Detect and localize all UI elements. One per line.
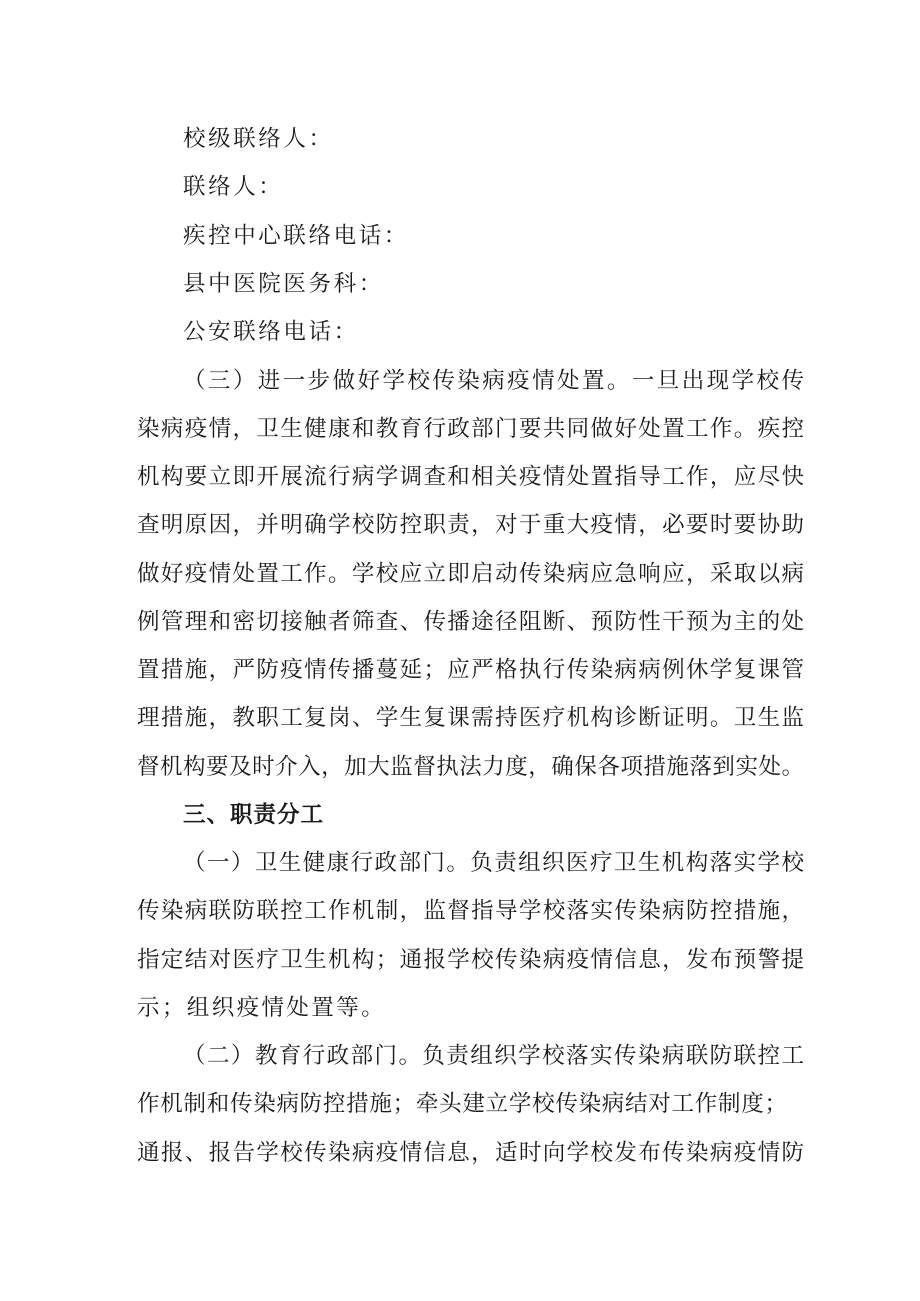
paragraph-3-line: 查明原因，并明确学校防控职责，对于重大疫情，必要时要协助: [137, 512, 804, 538]
paragraph-3-line: 理措施，教职工复岗、学生复课需持医疗机构诊断证明。卫生监: [137, 705, 804, 731]
duty-2-line: （二）教育行政部门。负责组织学校落实传染病联防联控工: [183, 1043, 804, 1069]
contact-line-police-phone: 公安联络电话：: [183, 319, 359, 345]
duty-1-line: 示；组织疫情处置等。: [137, 995, 387, 1021]
paragraph-3-line: 机构要立即开展流行病学调查和相关疫情处置指导工作，应尽快: [137, 464, 804, 490]
paragraph-3-line: 督机构要及时介入，加大监督执法力度，确保各项措施落到实处。: [137, 754, 804, 780]
duty-1-line: 指定结对医疗卫生机构；通报学校传染病疫情信息，发布预警提: [137, 947, 804, 973]
duty-2-line: 作机制和传染病防控措施；牵头建立学校传染病结对工作制度；: [137, 1091, 787, 1117]
contact-line-school-liaison: 校级联络人：: [183, 126, 334, 152]
contact-line-tcm-hospital: 县中医院医务科：: [183, 271, 384, 297]
section-heading: 三、职责分工: [183, 802, 325, 828]
paragraph-3-line: 置措施，严防疫情传播蔓延；应严格执行传染病病例休学复课管: [137, 657, 804, 683]
duty-1-line: （一）卫生健康行政部门。负责组织医疗卫生机构落实学校: [183, 850, 804, 876]
duty-2-line: 通报、报告学校传染病疫情信息，适时向学校发布传染病疫情防: [137, 1140, 804, 1166]
paragraph-3-line: （三）进一步做好学校传染病疫情处置。一旦出现学校传: [183, 368, 804, 394]
contact-line-liaison: 联络人：: [183, 174, 284, 200]
paragraph-3-line: 例管理和密切接触者筛查、传播途径阻断、预防性干预为主的处: [137, 609, 804, 635]
contact-line-cdc-phone: 疾控中心联络电话：: [183, 223, 409, 249]
paragraph-3-line: 做好疫情处置工作。学校应立即启动传染病应急响应，采取以病: [137, 561, 804, 587]
paragraph-3-line: 染病疫情，卫生健康和教育行政部门要共同做好处置工作。疾控: [137, 416, 804, 442]
duty-1-line: 传染病联防联控工作机制，监督指导学校落实传染病防控措施，: [137, 898, 804, 924]
